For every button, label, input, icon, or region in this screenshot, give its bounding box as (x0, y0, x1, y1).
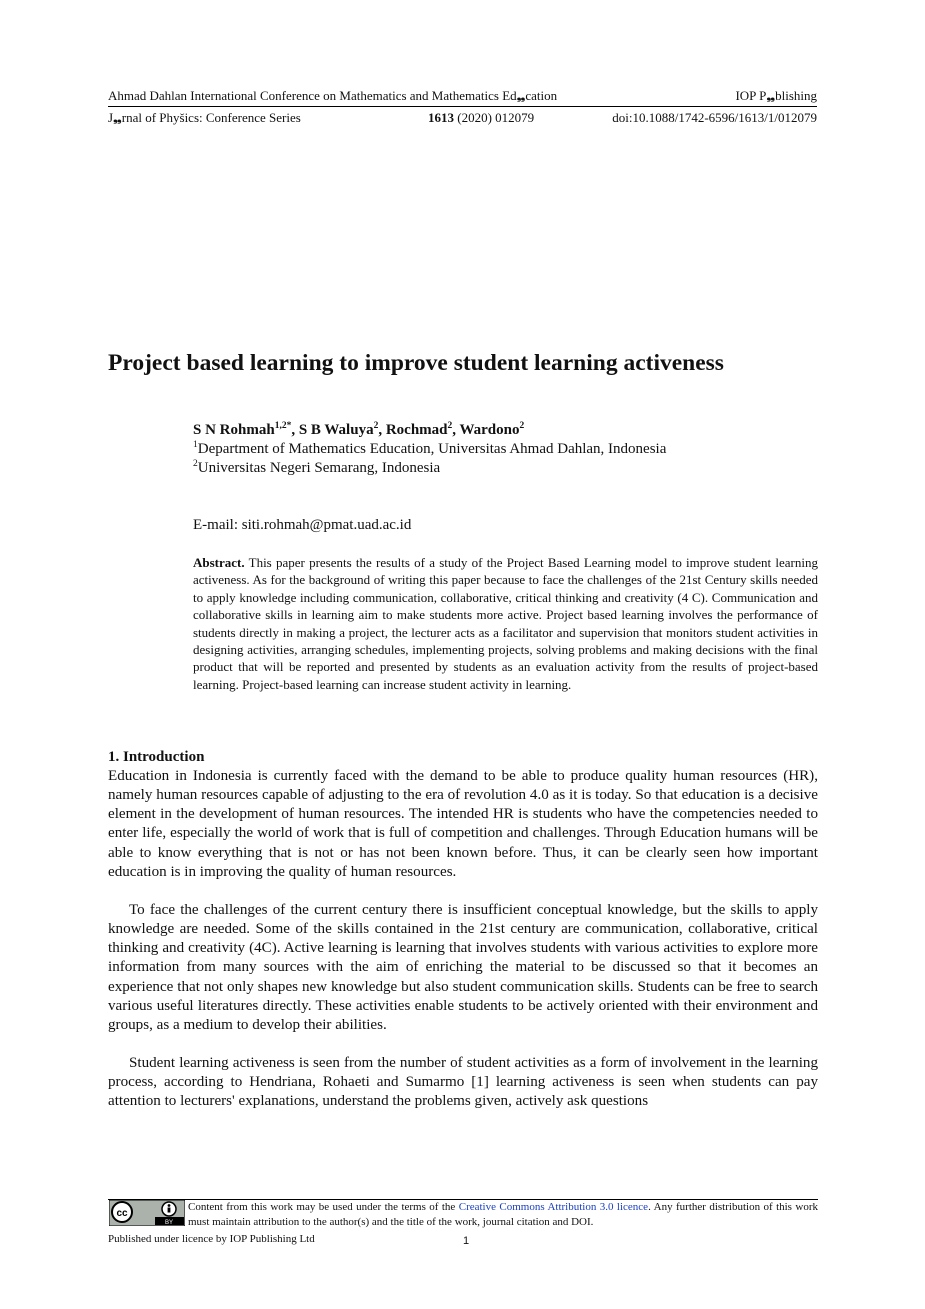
author-4-affil: 2 (519, 421, 525, 431)
paragraph: Education in Indonesia is currently faced with the demand to be able to produce quality human resources (HR), namely human resources capable of adjusting to the era of revolution 4.0 as it is today. So that education is a decisive element in the development of human resources. The intended HR is students who have the competencies needed to enter life, especially the world of work that is full of competition and challenges. Through Education humans will be able to know everything that is not or has not been known before. Thus, it can be clearly seen how important education is in improving the quality of human resources. (108, 768, 818, 880)
author-names (193, 421, 813, 440)
affiliation-1-marker: 1 (193, 440, 198, 450)
author-3-affil: 2 (447, 421, 453, 431)
abstract-label: Abstract. (193, 555, 245, 570)
paper-title: Project based learning to improve student learning activeness (108, 350, 724, 376)
author-3: , Rochmad (378, 422, 448, 438)
page-number: 1 (463, 1235, 470, 1247)
publisher-name: IOP P❠blishing (735, 88, 817, 103)
paragraph: Student learning activeness is seen from the number of student activities as a form of involvement in the learning process, according to Hendriana, Rohaeti and Sumarmo [1] learning activeness is seen when students can pay attention to lecturers' explanations, understand the problems given, actively ask questions (108, 1055, 818, 1110)
author-4: , Wardono (452, 422, 520, 438)
license-text-1: Content from this work may be used under the terms of the (188, 1201, 459, 1213)
doi[interactable]: doi:10.1088/1742-6596/1613/1/012079 (612, 110, 817, 125)
running-header (108, 88, 817, 107)
author-1: S N Rohmah (193, 422, 275, 438)
affiliation-2-text: Universitas Negeri Semarang, Indonesia (197, 460, 441, 476)
paragraph: To face the challenges of the current century there is insufficient conceptual knowledge, but the skills to apply knowledge are needed. Some of the skills contained in the 21st century are communication, collaborative, critical thinking and creativity (4C). Active learning is learning that involves students with various activities to explore more information from many sources with the aim of enriching the material to be discussed so that it becomes an experience that not only shapes new knowledge but also student communication skills. Students can be free to search various useful literatures directly. These activities enable students to be actively oriented with their environment and groups, as a medium to develop their abilities. (108, 902, 818, 1033)
author-1-affil: 1,2* (274, 421, 292, 431)
volume-info (428, 110, 534, 126)
license-text-2: . Any further distribution of this work must maintain attribution to the author(s) and the title of the work, journal citation and DOI. (188, 1201, 818, 1228)
volume-number: 1613 (428, 110, 454, 125)
svg-text:cc: cc (116, 1208, 128, 1219)
affiliation-2 (193, 459, 813, 478)
contact-email[interactable]: E-mail: siti.rohmah@pmat.uad.ac.id (193, 517, 412, 533)
abstract (193, 554, 818, 693)
license-notice (188, 1200, 818, 1230)
affiliation-2-marker: 2 (193, 459, 198, 469)
abstract-text: This paper presents the results of a study of the Project Based Learning model to improve student learning activeness. As for the background of writing this paper because to face the challenges of the 21st Century skills needed to apply knowledge including communication, collaborative, critical thinking and creativity (4 C). Communication and collaborative skills in learning aim to make students more active. Project based learning involves the performance of students directly in making a project, the lecturer acts as a facilitator and supervision that monitors student activities in designing activities, arranging schedules, implementing projects, solving problems and making decisions with the final product that will be reported and presented by students as an evaluation activity from the results of project-based learning. Project-based learning can increase student activity in learning. (193, 555, 818, 692)
published-under-licence: Published under licence by IOP Publishing Ltd (108, 1233, 315, 1245)
journal-name: J❠rnal of Phyšics: Conference Series (108, 110, 301, 125)
cc-by-label: BY (164, 1220, 174, 1226)
author-2-affil: 2 (373, 421, 379, 431)
affiliation-1-text: Department of Mathematics Education, Universitas Ahmad Dahlan, Indonesia (197, 441, 667, 457)
affiliation-1 (193, 440, 813, 459)
section-heading-introduction: 1. Introduction (108, 749, 205, 765)
year-article: (2020) 012079 (457, 110, 535, 125)
license-link[interactable]: Creative Commons Attribution 3.0 licence (458, 1201, 649, 1213)
author-2: , S B Waluya (291, 422, 374, 438)
cc-by-icon[interactable] (109, 1200, 185, 1226)
author-block (193, 421, 813, 478)
journal-header (108, 110, 817, 126)
conference-name: Ahmad Dahlan International Conference on Mathematics and Mathematics Ed❠cation (108, 88, 558, 103)
